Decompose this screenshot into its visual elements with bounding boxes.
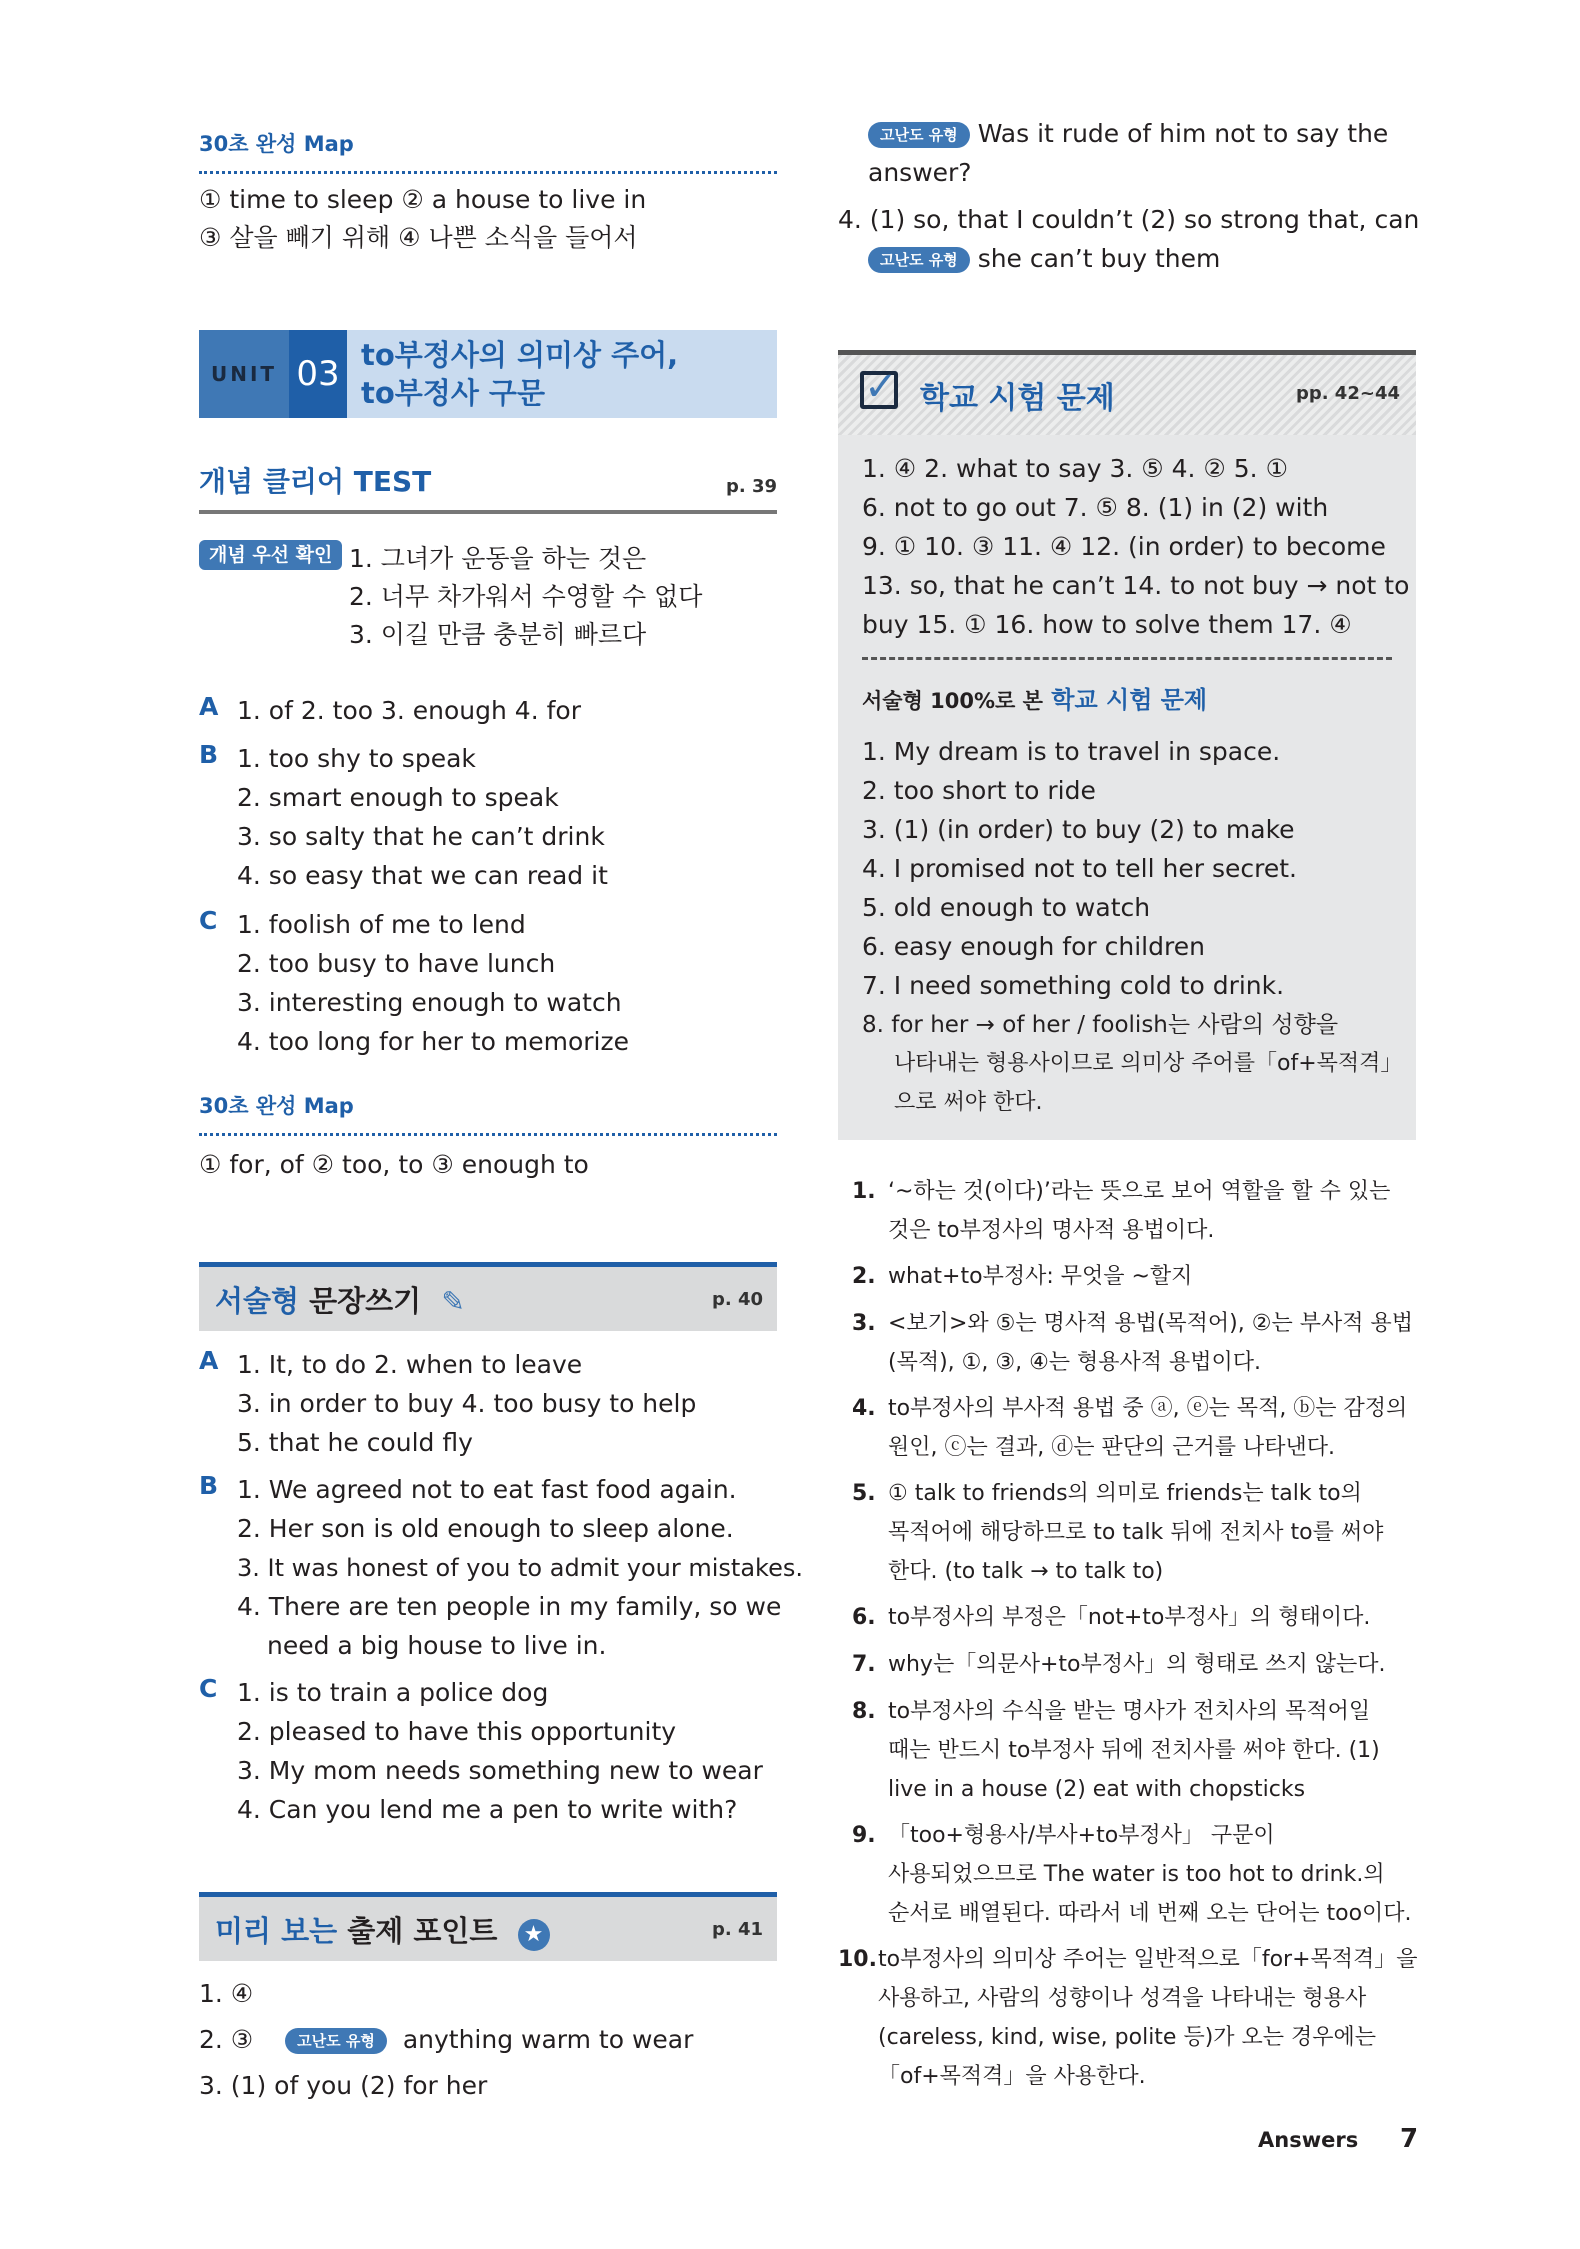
answer-line: 나타내는 형용사이므로 의미상 주어를「of+목적격」 [894,1051,1403,1076]
answer-line: 6. not to go out 7. ⑤ 8. (1) in (2) with [862,493,1329,522]
section-title: 개념 클리어 TEST [199,465,432,498]
answer-line: 4. There are ten people in my family, so we [237,1592,782,1621]
answer-line: 1. We agreed not to eat fast food again. [237,1475,737,1504]
footer-label: Answers [1258,2128,1359,2152]
answer-line: 1. ④ 2. what to say 3. ⑤ 4. ② 5. ① [862,454,1288,483]
answer-line: 9. ① 10. ③ 11. ④ 12. (in order) to become [862,532,1386,561]
answer-line: 1. ④ [199,1979,254,2008]
answer-line: 3. (1) of you (2) for her [199,2071,488,2100]
answer-line: 4. too long for her to memorize [237,1027,629,1056]
concept-item: 2. 너무 차가워서 수영할 수 없다 [349,582,703,611]
unit-number: 03 [289,330,347,418]
section-letter: C [199,1674,218,1703]
divider [199,510,777,514]
section-letter: B [199,1471,219,1500]
answer-line: 5. old enough to watch [862,893,1151,922]
answer-line: 6. easy enough for children [862,932,1205,961]
unit-title-1: to부정사의 의미상 주어, [361,338,679,372]
answer-line: 고난도 유형 Was it rude of him not to say the [868,115,1388,153]
answer-line: answer? [868,158,972,187]
preview-header [199,1892,777,1961]
answer-line: 3. My mom needs something new to wear [237,1756,763,1785]
answer-line: 3. so salty that he can’t drink [237,822,605,851]
answer-line: 3. in order to buy 4. too busy to help [237,1389,697,1418]
pencil-icon: ✎ [441,1285,465,1318]
answer-line: 2. Her son is old enough to sleep alone. [237,1514,734,1543]
answer-line: 1. of 2. too 3. enough 4. for [237,696,581,725]
writing-title: 서술형 문장쓰기 ✎ [215,1284,465,1318]
divider [199,171,777,174]
answer-line: 으로 써야 한다. [894,1090,1043,1115]
answer-line: 4. I promised not to tell her secret. [862,854,1297,883]
answer-line: 2. pleased to have this opportunity [237,1717,677,1746]
map-title: 30초 완성 Map [199,132,354,156]
concept-item: 1. 그녀가 운동을 하는 것은 [349,544,647,573]
answer-line: 2. smart enough to speak [237,783,559,812]
difficulty-pill: 고난도 유형 [868,247,970,273]
answer-line: buy 15. ① 16. how to solve them 17. ④ [862,610,1352,639]
section-letter: C [199,906,218,935]
answer-line: 2. too short to ride [862,776,1096,805]
answer-line: need a big house to live in. [267,1631,607,1660]
divider [862,657,1392,660]
map-line: ① time to sleep ② a house to live in [199,185,647,214]
answer-line: 3. It was honest of you to admit your mistakes. [237,1554,803,1582]
checkbox-icon: ✓ [860,371,898,409]
answer-line: 13. so, that he can’t 14. to not buy → not to [862,571,1410,600]
unit-title-2: to부정사 구문 [361,376,545,410]
answer-line: 4. Can you lend me a pen to write with? [237,1795,738,1824]
writing-header [199,1262,777,1331]
preview-title: 미리 보는 출제 포인트 ★ [215,1909,550,1951]
school-exam-header [838,350,1416,435]
answer-line: 7. I need something cold to drink. [862,971,1285,1000]
map-line: ① for, of ② too, to ③ enough to [199,1150,589,1179]
answer-line: 8. for her → of her / foolish는 사람의 성향을 [862,1012,1339,1038]
answer-line: 4. so easy that we can read it [237,861,608,890]
page-ref: p. 41 [711,1919,763,1940]
answer-line: 1. foolish of me to lend [237,910,526,939]
map-title: 30초 완성 Map [199,1094,354,1118]
school-exam-title: 학교 시험 문제 [920,381,1115,416]
concept-item: 3. 이길 만큼 충분히 빠르다 [349,620,647,649]
answer-line: 2. too busy to have lunch [237,949,556,978]
sub-section-title: 서술형 100%로 본 학교 시험 문제 [862,686,1208,714]
concept-pill: 개념 우선 확인 [199,540,342,570]
unit-banner [199,330,777,418]
answer-line: 3. (1) (in order) to buy (2) to make [862,815,1295,844]
answer-line: 2. ③ 고난도 유형 anything warm to wear [199,2025,694,2054]
answer-line: 4. (1) so, that I couldn’t (2) so strong that, can [838,205,1420,234]
page-ref: p. 40 [711,1289,763,1310]
divider [199,1133,777,1136]
answer-line: 3. interesting enough to watch [237,988,622,1017]
section-letter: A [199,1346,219,1375]
section-letter: A [199,692,219,721]
answer-line: 1. is to train a police dog [237,1678,549,1707]
star-icon: ★ [518,1919,550,1951]
page-number: 7 [1400,2124,1419,2154]
answer-line: 1. It, to do 2. when to leave [237,1350,583,1379]
section-letter: B [199,740,219,769]
answer-line: 5. that he could fly [237,1428,473,1457]
answer-line: 고난도 유형 she can’t buy them [868,240,1220,278]
page-ref: pp. 42~44 [1295,383,1400,404]
map-line: ③ 살을 빼기 위해 ④ 나쁜 소식을 들어서 [199,223,638,252]
answer-line: 1. My dream is to travel in space. [862,737,1281,766]
page-ref: p. 39 [725,476,777,497]
difficulty-pill: 고난도 유형 [868,122,970,148]
answer-line: 1. too shy to speak [237,744,476,773]
difficulty-pill: 고난도 유형 [285,2028,387,2054]
unit-label: UNIT [199,330,289,418]
